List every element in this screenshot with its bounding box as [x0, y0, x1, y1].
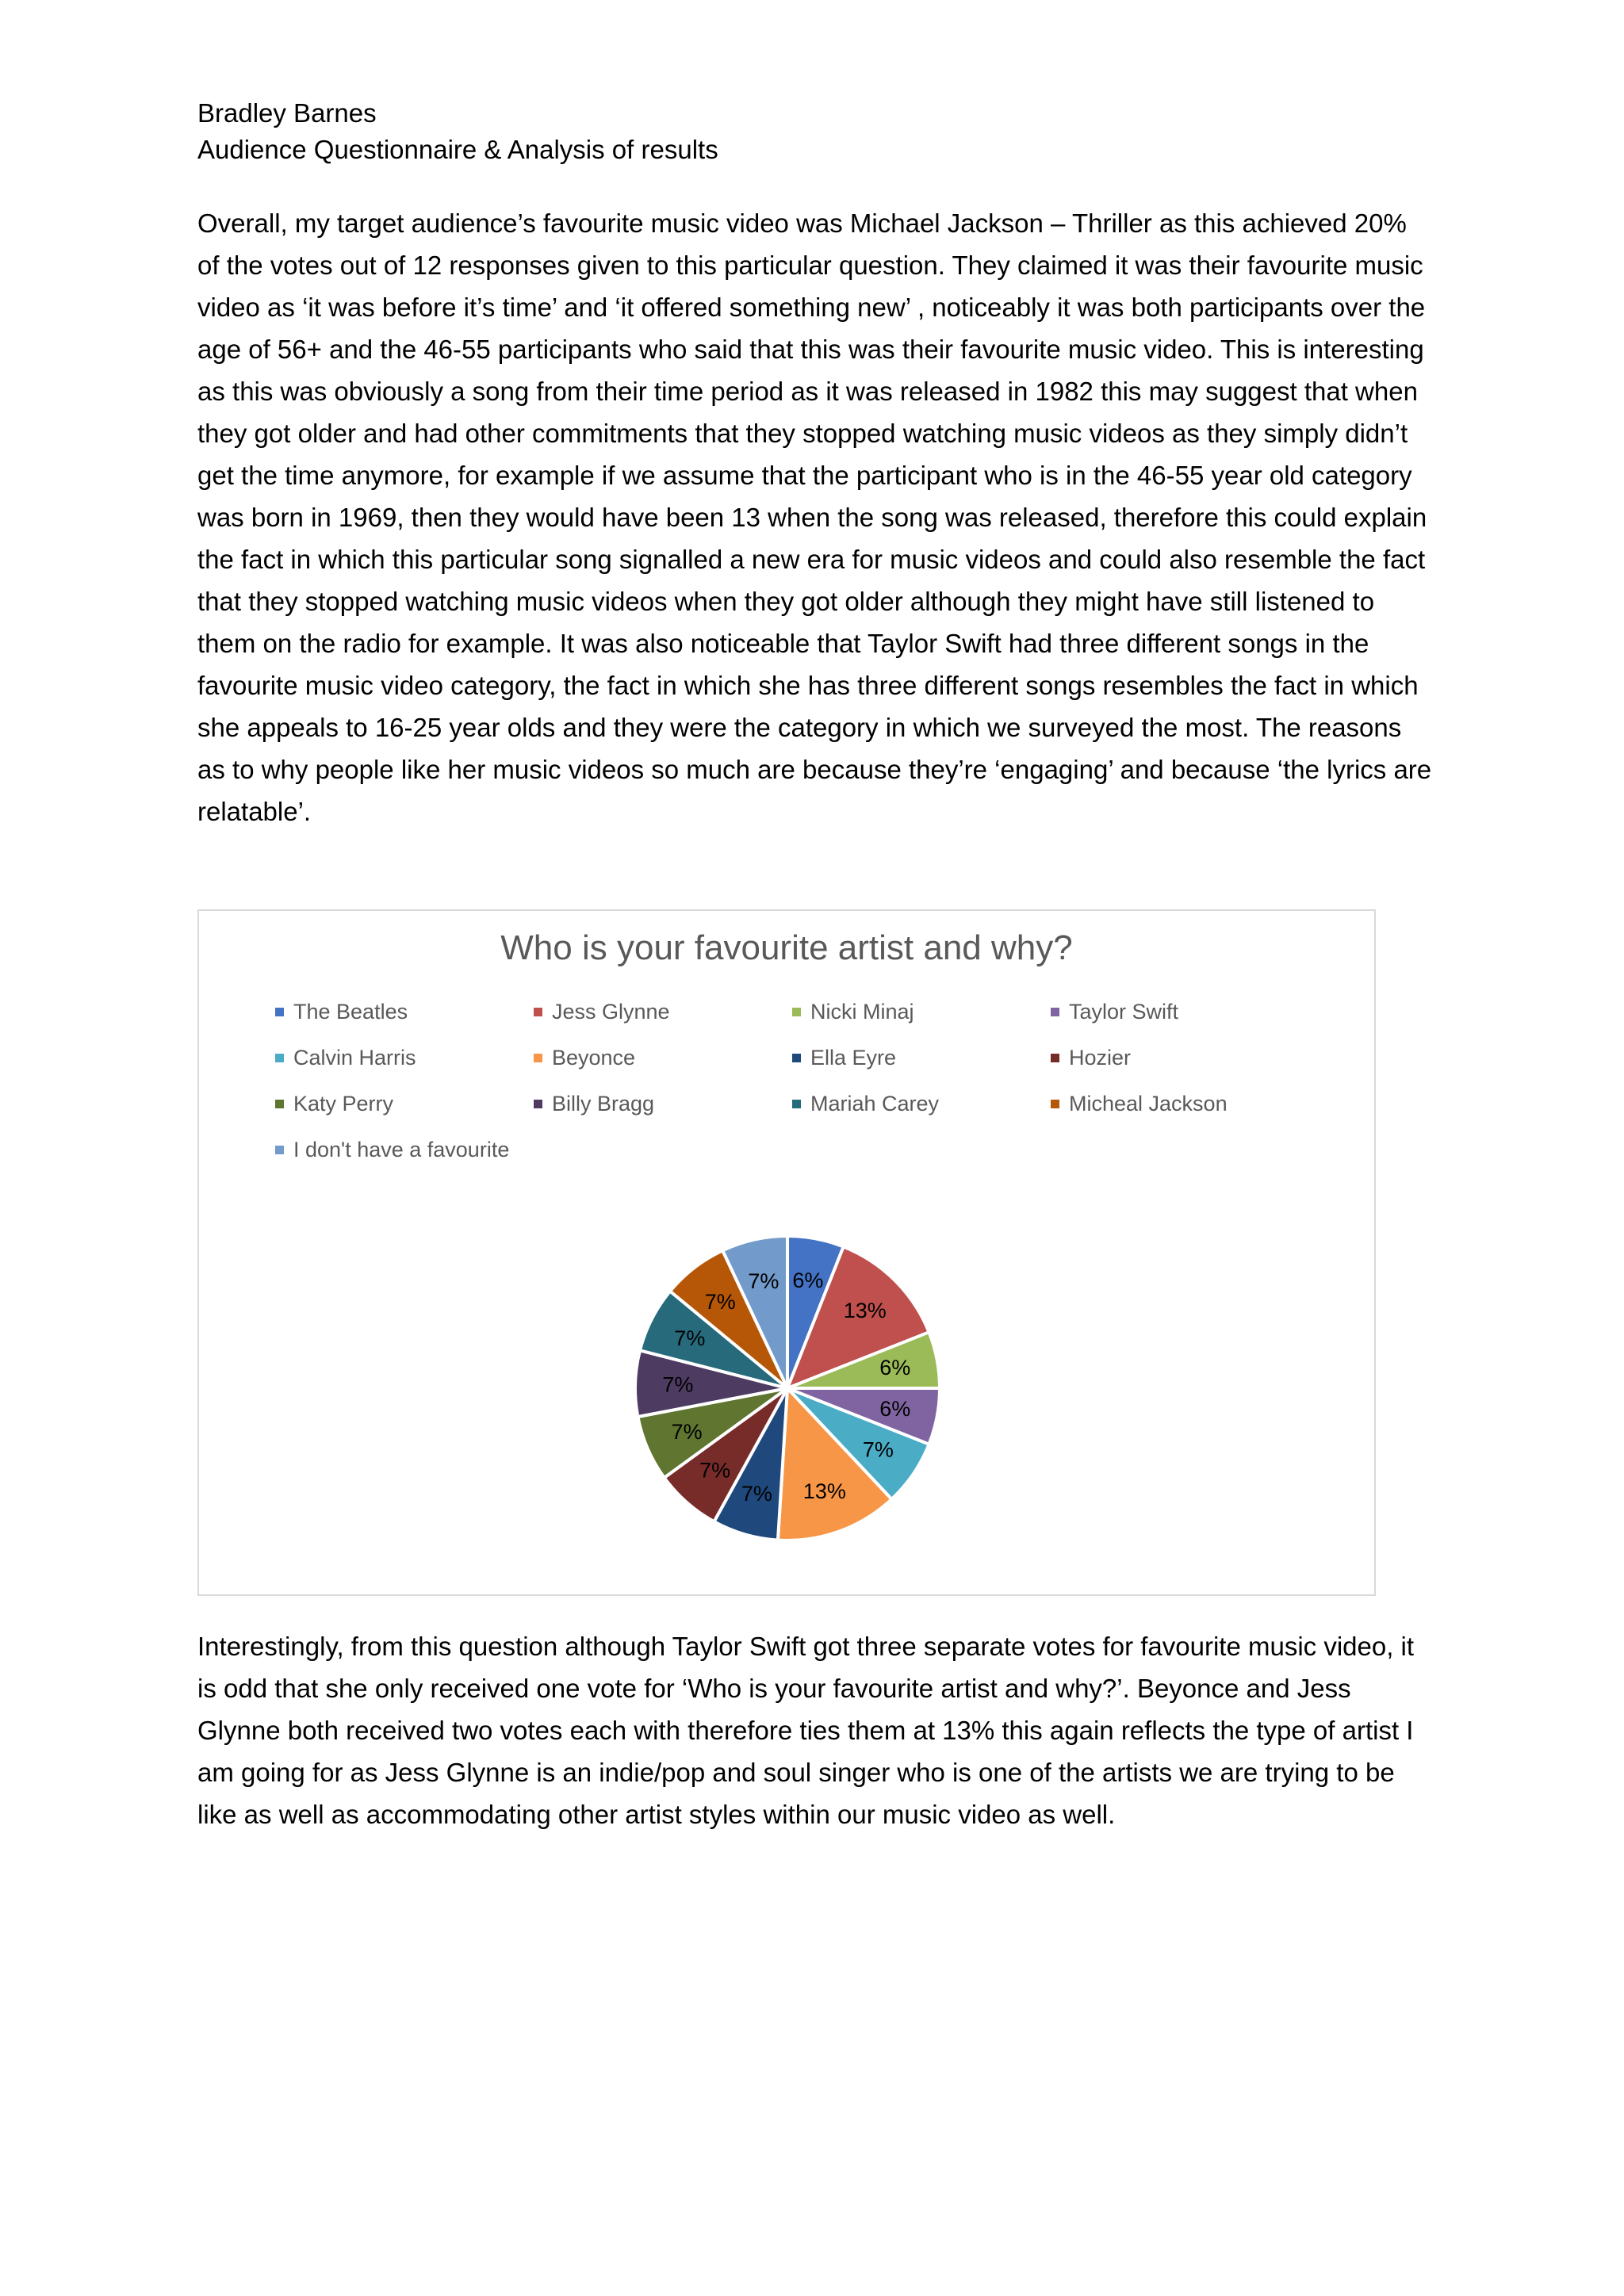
document-header — [197, 95, 718, 168]
legend-label: Katy Perry — [293, 1092, 394, 1115]
pie-chart-container — [197, 909, 1376, 1596]
pie-data-label: 6% — [879, 1396, 911, 1421]
pie-data-label: 7% — [671, 1419, 703, 1444]
pie-data-label: 6% — [879, 1356, 911, 1380]
legend-label: Beyonce — [552, 1046, 636, 1070]
document-subtitle: Audience Questionnaire & Analysis of results — [197, 135, 718, 164]
pie-data-label: 7% — [699, 1458, 731, 1483]
pie-data-label: 13% — [843, 1299, 887, 1323]
legend-label: Calvin Harris — [293, 1046, 416, 1070]
chart-title: Who is your favourite artist and why? — [500, 928, 1073, 967]
author-name: Bradley Barnes — [197, 98, 377, 128]
legend-label: Ella Eyre — [810, 1046, 897, 1070]
pie-data-label: 13% — [802, 1479, 846, 1504]
legend-label: Hozier — [1069, 1046, 1132, 1070]
pie-data-label: 7% — [704, 1289, 736, 1314]
legend-label: Billy Bragg — [552, 1092, 655, 1115]
pie-chart — [199, 911, 1374, 1594]
pie-data-label: 7% — [748, 1269, 779, 1294]
pie-data-label: 7% — [662, 1372, 694, 1397]
pie-data-label: 6% — [792, 1269, 824, 1293]
analysis-paragraph-2: Interestingly, from this question although Taylor Swift got three separate votes for favourite music video, it is odd that she only received one vote for ‘Who is your favourite artist and why?’. Beyonce and Jess Glynne both received two votes each with therefore ties them at 13% this again reflects the type of artist I am going for as Jess Glynne is an indie/pop and soul singer who is one of the artists we are trying to be like as well as accommodating other artist styles within our music video as well. — [197, 1632, 1415, 1829]
legend-label: Jess Glynne — [552, 1000, 670, 1024]
pie-data-label: 7% — [674, 1326, 706, 1351]
legend-label: Micheal Jackson — [1069, 1092, 1228, 1115]
legend-label: Nicki Minaj — [810, 1000, 914, 1024]
legend-label: The Beatles — [293, 1000, 408, 1024]
legend-label: Mariah Carey — [810, 1092, 940, 1115]
legend-label: I don't have a favourite — [293, 1138, 510, 1161]
pie-data-label: 7% — [741, 1481, 772, 1506]
pie-data-label: 7% — [862, 1437, 894, 1462]
analysis-paragraph-1: Overall, my target audience’s favourite music video was Michael Jackson – Thriller as this achieved 20% of the votes out of 12 responses given to this particular question. They claimed it was their favourite music video as ‘it was before it’s time’ and ‘it offered something new’ , noticeably it was both participants over the age of 56+ and the 46-55 participants who said that this was their favourite music video. This is interesting as this was obviously a song from their time period as it was released in 1982 this may suggest that when they got older and had other commitments that they stopped watching music videos as they simply didn’t get the time anymore, for example if we assume that the participant who is in the 46-55 year old category was born in 1969, then they would have been 13 when the song was released, therefore this could explain the fact in which this particular song signalled a new era for music videos and could also resemble the fact that they stopped watching music videos when they got older although they might have still listened to them on the radio for example. It was also noticeable that Taylor Swift had three different songs in the favourite music video category, the fact in which she has three different songs resembles the fact in which she appeals to 16-25 year olds and they were the category in which we surveyed the most. The reasons as to why people like her music videos so much are because they’re ‘engaging’ and because ‘the lyrics are relatable’. — [197, 209, 1432, 826]
legend-label: Taylor Swift — [1069, 1000, 1179, 1024]
